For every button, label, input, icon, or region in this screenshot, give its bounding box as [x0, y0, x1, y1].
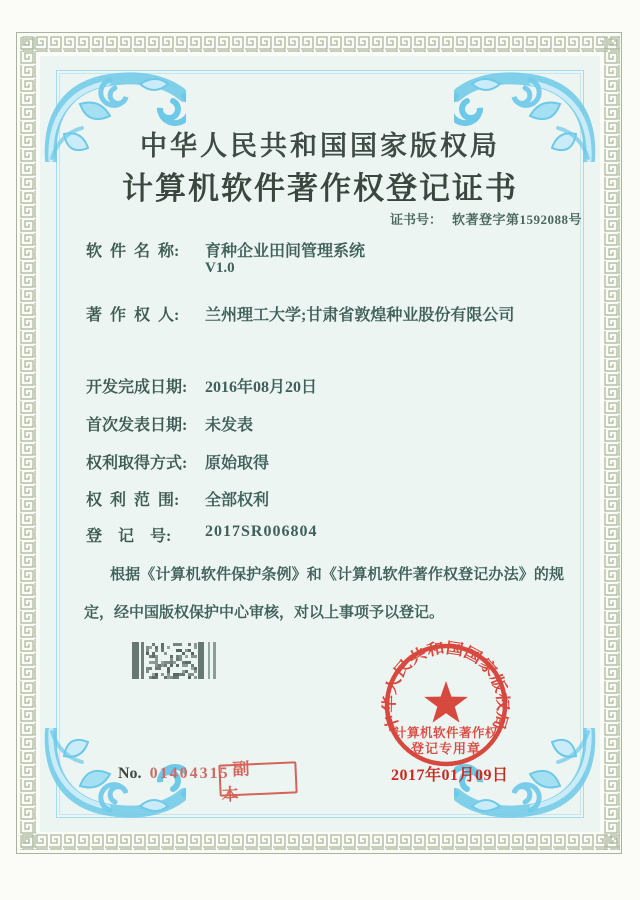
seal-ring-text: 中华人民共和国国家版权局 — [381, 639, 511, 734]
field-right-scope: 权 利 范 围: 全部权利 — [86, 492, 270, 509]
certificate-number-label: 证书号： — [390, 212, 443, 227]
field-registration-no: 登 记 号: 2017SR006804 — [86, 523, 318, 545]
seal-star-icon — [424, 681, 468, 723]
serial-label: No. — [118, 765, 142, 782]
field-software-version: V1.0 — [205, 260, 235, 276]
serial-number-line — [118, 765, 230, 783]
seal-date: 2017年01月09日 — [391, 767, 509, 784]
field-right-acquire-mode: 权利取得方式: 原始取得 — [86, 455, 270, 472]
field-software-name: 软 件 名 称: 育种企业田间管理系统 — [86, 243, 366, 260]
official-seal — [379, 638, 515, 774]
certificate-number-line — [390, 209, 582, 228]
certificate-title: 计算机软件著作权登记证书 — [122, 171, 518, 206]
seal-sub-line2: 登记专用章 — [410, 741, 482, 756]
barcode — [132, 642, 222, 679]
border-meander-bottom — [20, 834, 620, 850]
serial-value: 01404315 — [149, 765, 230, 782]
field-first-publish-date: 首次发表日期: 未发表 — [86, 417, 254, 434]
registration-statement: 根据《计算机软件保护条例》和《计算机软件著作权登记办法》的规定，经中国版权保护中心审核，对以上事项予以登记。 — [84, 567, 564, 621]
certificate-number-value: 软著登字第1592088号 — [452, 212, 583, 227]
field-dev-complete-date: 开发完成日期: 2016年08月20日 — [86, 379, 318, 396]
border-meander-top — [20, 36, 620, 52]
seal-sub-line1: 计算机软件著作权 — [393, 726, 499, 740]
field-copyright-owner: 著 作 权 人: 兰州理工大学;甘肃省敦煌种业股份有限公司 — [86, 307, 515, 324]
issuing-authority: 中华人民共和国国家版权局 — [140, 131, 500, 161]
duplicate-copy-stamp: 副 本 — [218, 761, 297, 796]
